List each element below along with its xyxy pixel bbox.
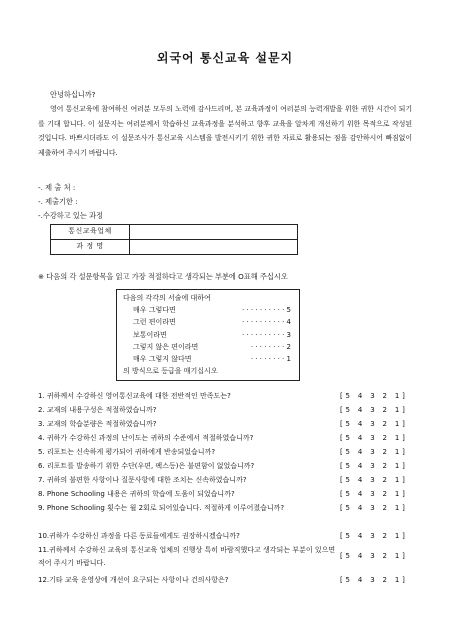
question-text: 7. 귀하의 불편한 사항이나 질문사항에 대한 조치는 신속하였습니까? — [38, 476, 247, 484]
question-row — [38, 432, 408, 445]
course-info-table — [50, 224, 298, 255]
rating-scale-box — [116, 289, 300, 381]
course-taking-label: -.수강하고 있는 과정 — [38, 211, 103, 220]
question-text: 8. Phone Schooling 내용은 귀하의 학습에 도움이 되었습니까? — [38, 490, 235, 498]
question-row — [38, 502, 408, 515]
question-row — [38, 474, 408, 487]
question-row — [38, 460, 408, 473]
rating-options[interactable]: [ 5 4 3 2 1 ] — [340, 391, 406, 400]
rating-options[interactable]: [ 5 4 3 2 1 ] — [340, 405, 406, 414]
provider-label: 통신교육업체 — [51, 225, 130, 240]
rating-options[interactable]: [ 5 4 3 2 1 ] — [340, 461, 406, 470]
scale-footer: 의 방식으로 등급을 매기십시오 — [123, 367, 218, 376]
question-row — [38, 574, 408, 587]
provider-field[interactable] — [130, 225, 298, 240]
question-text: 3. 교재의 학습분량은 적절하였습니까? — [38, 420, 157, 428]
question-row — [38, 446, 408, 459]
rating-options[interactable]: [ 5 4 3 2 1 ] — [340, 447, 406, 456]
question-text: 10.귀하가 수강하신 과정을 다른 동료들에게도 권장하시겠습니까? — [38, 532, 240, 540]
scale-header: 다음의 각각의 서술에 대하여 — [123, 294, 211, 302]
rating-options[interactable]: [ 5 4 3 2 1 ] — [340, 433, 406, 442]
instruction-text: ※ 다음의 각 설문항목을 읽고 가장 적절하다고 생각되는 부분에 O표해 주십시오 — [38, 272, 288, 281]
question-text: 6. 리포트를 발송하기 위한 수단(우편, 팩스등)은 불편함이 없었습니까? — [38, 462, 255, 470]
question-row — [38, 390, 408, 403]
question-text: 12.기타 교육 운영상에 개선이 요구되는 사항이나 건의사항은? — [38, 576, 229, 584]
page-title: 외국어 통신교육 설문지 — [156, 51, 294, 65]
rating-options[interactable]: [ 5 4 3 2 1 ] — [340, 531, 406, 540]
rating-options[interactable]: [ 5 4 3 2 1 ] — [340, 552, 406, 561]
question-row — [38, 544, 408, 570]
question-text: 11.귀하께서 수강하신 교육의 통신교육 업체의 진행상 특히 바람직했다고 생각되는 부분이 있으면 적어 주시기 바랍니다. — [38, 546, 336, 567]
scale-item: 그런 편이라면 · · · · · · · · · · 4 — [133, 318, 291, 327]
rating-options[interactable]: [ 5 4 3 2 1 ] — [340, 419, 406, 428]
scale-item: 그렇지 않은 편이라면 · · · · · · · · 2 — [133, 342, 291, 351]
scale-item: 매우 그렇지 않다면 · · · · · · · · 1 — [133, 355, 291, 364]
rating-options[interactable]: [ 5 4 3 2 1 ] — [340, 575, 406, 584]
question-row — [38, 418, 408, 431]
scale-item: 보통이라면 · · · · · · · · · · 3 — [133, 330, 291, 339]
greeting-text: 안녕하십니까? — [50, 90, 96, 99]
rating-options[interactable]: [ 5 4 3 2 1 ] — [340, 503, 406, 512]
rating-options[interactable]: [ 5 4 3 2 1 ] — [340, 489, 406, 498]
deadline-label: -. 제출기한 : — [38, 197, 78, 206]
question-text: 2. 교재의 내용구성은 적절하였습니까? — [38, 406, 157, 414]
question-row — [38, 488, 408, 501]
course-name-label: 과 정 명 — [51, 240, 130, 255]
intro-paragraph: 영어 통신교육에 참여하신 여러분 모두의 노력에 감사드리며, 본 교육과정이 여러분의 능력개발을 위한 귀한 시간이 되기를 기대 합니다. 이 설문지는 여러분께서 학습하신 교육과정을 분석하고 향후 교육을 알차게 개선하기 위한 목적으로 작성된 것입니다. 바쁘시더라도 이 설문조사가 통신교육 시스템을 발전시키기 위한 귀한 자료로 활용되는 점을 감안하시어 빠짐없이 제출하여 주시기 바랍니다. — [38, 105, 412, 157]
question-row — [38, 404, 408, 417]
rating-options[interactable]: [ 5 4 3 2 1 ] — [340, 475, 406, 484]
question-row — [38, 530, 408, 543]
scale-item: 매우 그렇다면 · · · · · · · · · · 5 — [133, 306, 291, 315]
question-text: 4. 귀하가 수강하신 과정의 난이도는 귀하의 수준에서 적절하였습니까? — [38, 434, 254, 442]
question-text: 5. 리포트는 신속하게 평가되어 귀하에게 반송되었습니까? — [38, 448, 216, 456]
question-text: 9. Phone Schooling 횟수는 월 2회로 되어있습니다. 적절하게 이루어졌습니까? — [38, 504, 285, 512]
question-text: 1. 귀하께서 수강하신 영어통신교육에 대한 전반적인 만족도는? — [38, 392, 231, 400]
submit-to-label: -. 제 출 처 : — [38, 183, 76, 192]
course-name-field[interactable] — [130, 240, 298, 255]
